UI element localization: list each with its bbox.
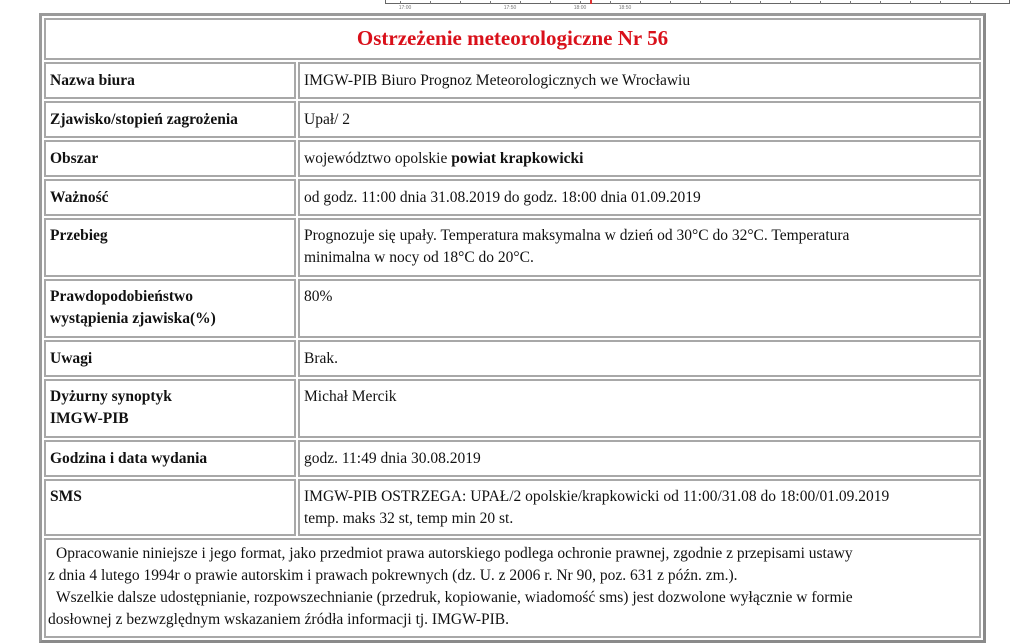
chart-tick [610, 1, 611, 4]
row-label: Uwagi [44, 340, 296, 377]
chart-tick [460, 1, 461, 4]
table-row-issued [44, 440, 981, 477]
copyright-line-3: Wszelkie dalsze udostępnianie, rozpowszechnianie (przedruk, kopiowanie, wiadomość sms) jest dozwolone wyłącznie w formie [56, 589, 853, 606]
copyright-line-4: dosłownej z bezwzględnym wskazaniem źródła informacji tj. IMGW-PIB. [48, 611, 509, 628]
table-row-forecaster [44, 379, 981, 438]
row-value: Michał Mercik [298, 379, 981, 438]
footer-row [44, 538, 981, 638]
row-label [44, 279, 296, 338]
row-value: 80% [298, 279, 981, 338]
forecaster-label-2: IMGW-PIB [50, 410, 129, 427]
course-line-1: Prognozuje się upały. Temperatura maksymalna w dzień od 30°C do 32°C. Temperatura [304, 227, 850, 244]
row-label: Godzina i data wydania [44, 440, 296, 477]
row-value: Brak. [298, 340, 981, 377]
chart-tick [910, 1, 911, 4]
chart-tick [640, 1, 641, 4]
row-label: Zjawisko/stopień zagrożenia [44, 101, 296, 138]
chart-tick [520, 1, 521, 4]
probability-label-2: wystąpienia zjawiska(%) [50, 310, 216, 327]
sms-line-1: IMGW-PIB OSTRZEGA: UPAŁ/2 opolskie/krapkowicki od 11:00/31.08 do 18:00/01.09.2019 [304, 488, 890, 505]
row-label: SMS [44, 479, 296, 536]
chart-tick [790, 1, 791, 4]
title-cell [44, 18, 981, 60]
table-row-area [44, 140, 981, 177]
chart-strip [385, 0, 1010, 12]
table-row-probability [44, 279, 981, 338]
row-label: Nazwa biura [44, 62, 296, 99]
row-value: IMGW-PIB Biuro Prognoz Meteorologicznych we Wrocławiu [298, 62, 981, 99]
area-voivodeship: województwo opolskie [304, 149, 452, 167]
chart-axis [385, 0, 1010, 4]
title-row [44, 18, 981, 60]
chart-tick [550, 1, 551, 4]
row-value [298, 140, 981, 177]
area-county: powiat krapkowicki [451, 149, 584, 167]
chart-tick [760, 1, 761, 4]
chart-tick-label: 18:50 [618, 5, 632, 11]
chart-marker [590, 0, 592, 4]
chart-tick [580, 1, 581, 4]
row-value: od godz. 11:00 dnia 31.08.2019 do godz. 18:00 dnia 01.09.2019 [298, 179, 981, 216]
warning-title: Ostrzeżenie meteorologiczne Nr 56 [356, 25, 669, 50]
table-row-course [44, 218, 981, 277]
warning-table [39, 13, 986, 643]
table-row-remarks [44, 340, 981, 377]
chart-tick-label: 17:50 [503, 5, 517, 11]
chart-tick [820, 1, 821, 4]
row-value: Upał/ 2 [298, 101, 981, 138]
chart-tick [850, 1, 851, 4]
row-label [44, 379, 296, 438]
forecaster-label-1: Dyżurny synoptyk [50, 388, 172, 405]
copyright-line-1: Opracowanie niniejsze i jego format, jako przedmiot prawa autorskiego podlega ochronie prawnej, zgodnie z przepisami ustawy [56, 545, 853, 562]
chart-tick [940, 1, 941, 4]
table-row-office [44, 62, 981, 99]
table-row-validity [44, 179, 981, 216]
sms-line-2: temp. maks 32 st, temp min 20 st. [304, 510, 514, 527]
chart-tick [730, 1, 731, 4]
row-label: Ważność [44, 179, 296, 216]
copyright-notice [44, 538, 981, 638]
chart-tick-label: 18:00 [573, 5, 587, 11]
chart-tick [430, 1, 431, 4]
row-label: Obszar [44, 140, 296, 177]
probability-label-1: Prawdopodobieństwo [50, 288, 193, 305]
row-value [298, 479, 981, 536]
chart-tick [880, 1, 881, 4]
table-row-sms [44, 479, 981, 536]
row-label: Przebieg [44, 218, 296, 277]
chart-tick [970, 1, 971, 4]
copyright-line-2: z dnia 4 lutego 1994r o prawie autorskim i prawach pokrewnych (dz. U. z 2006 r. Nr 90, poz. 631 z późn. zm.). [48, 567, 738, 584]
table-row-phenomenon [44, 101, 981, 138]
chart-tick-label: 17:00 [398, 5, 412, 11]
chart-tick [670, 1, 671, 4]
row-value [298, 218, 981, 277]
course-line-2: minimalna w nocy od 18°C do 20°C. [304, 249, 534, 266]
chart-tick [700, 1, 701, 4]
row-value: godz. 11:49 dnia 30.08.2019 [298, 440, 981, 477]
chart-tick [490, 1, 491, 4]
chart-tick [400, 1, 401, 4]
